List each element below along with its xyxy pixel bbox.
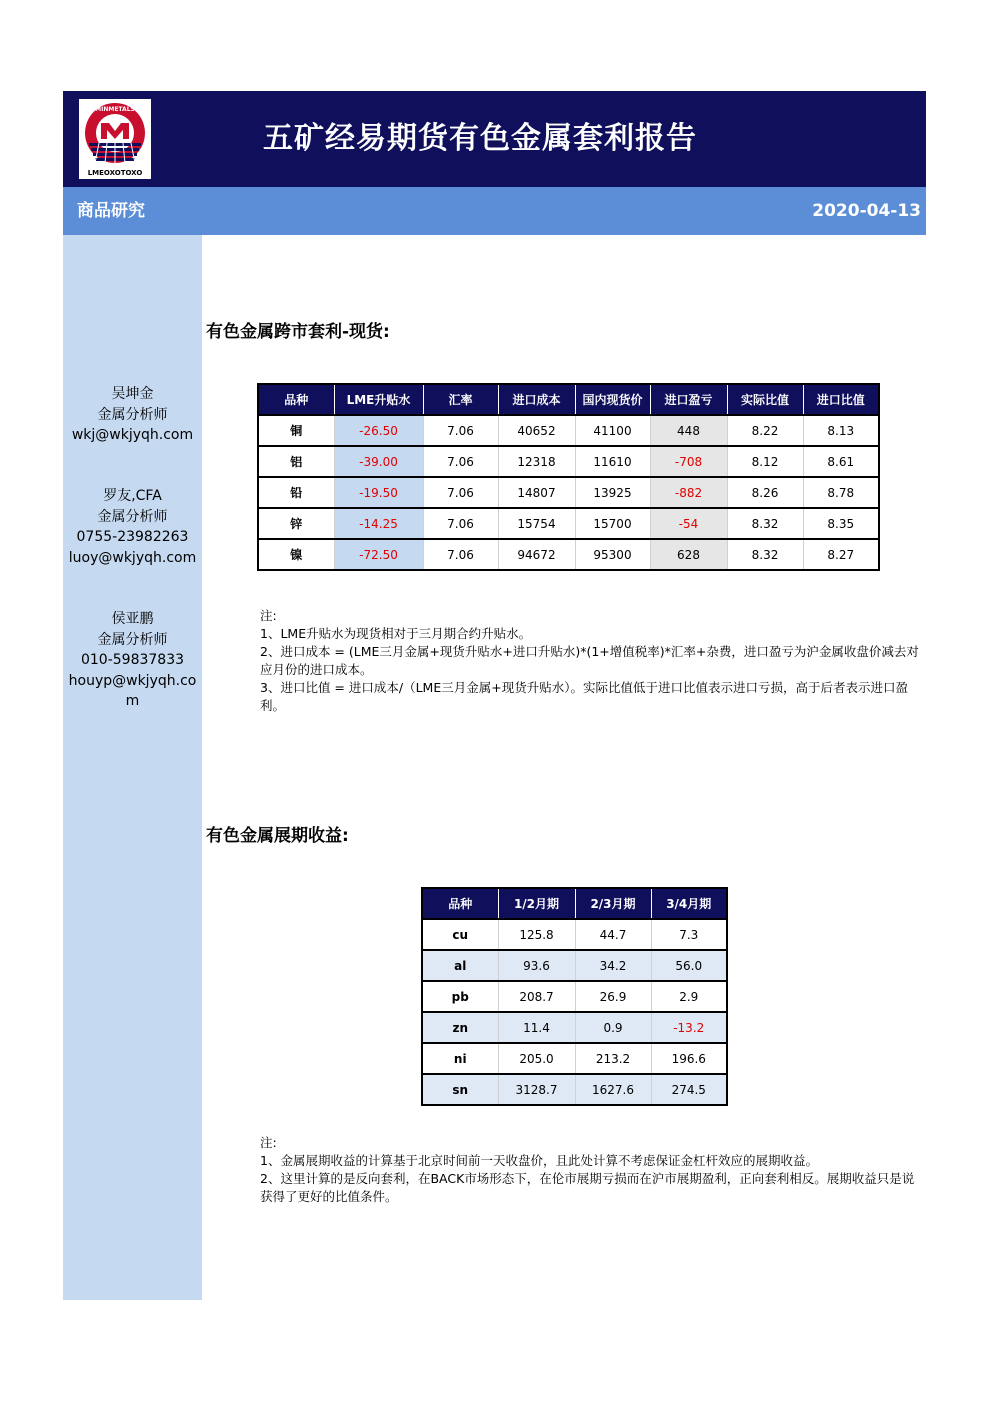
column-header: 进口盈亏 (650, 384, 727, 415)
analyst-phone: 0755-23982263 (76, 529, 189, 545)
table-header-row (422, 888, 727, 919)
column-header: 国内现货价 (575, 384, 650, 415)
rollover-table (421, 887, 728, 1106)
lme-spread: -26.50 (334, 415, 423, 446)
note-line: 3、进口比值 = 进口成本/（LME三月金属+现货升贴水）。实际比值低于进口比值表示进口亏损，高于后者表示进口盈利。 (260, 680, 908, 713)
import-cost: 14807 (498, 477, 575, 508)
rollover-section-title: 有色金属展期收益: (206, 826, 349, 846)
table-row (422, 1043, 727, 1074)
note-line: 2、这里计算的是反向套利，在BACK市场形态下，在伦市展期亏损而在沪市展期盈利，正向套利相反。展期收益只是说获得了更好的比值条件。 (260, 1171, 915, 1204)
report-header (63, 91, 926, 187)
import-cost: 40652 (498, 415, 575, 446)
import-pnl: -54 (650, 508, 727, 539)
minmetals-logo (79, 99, 151, 179)
rollover-value: 125.8 (498, 919, 575, 950)
import-cost: 15754 (498, 508, 575, 539)
import-pnl: 628 (650, 539, 727, 570)
logo-text-bottom: LMEOXOTOXO (87, 169, 143, 177)
import-cost: 12318 (498, 446, 575, 477)
analyst-email: houyp@wkjyqh.com (68, 672, 197, 709)
domestic-spot: 11610 (575, 446, 650, 477)
metal-code: al (422, 950, 498, 981)
import-ratio: 8.13 (803, 415, 879, 446)
report-title: 五矿经易期货有色金属套利报告 (263, 121, 697, 156)
import-ratio: 8.78 (803, 477, 879, 508)
note-line: 注: (260, 1135, 277, 1150)
import-ratio: 8.27 (803, 539, 879, 570)
column-header: 进口比值 (803, 384, 879, 415)
arbitrage-table (257, 383, 880, 571)
domestic-spot: 15700 (575, 508, 650, 539)
analyst-role: 金属分析师 (97, 631, 168, 648)
lme-spread: -39.00 (334, 446, 423, 477)
metal-name: 铜 (258, 415, 334, 446)
rollover-value: 44.7 (575, 919, 651, 950)
analyst-card (63, 384, 202, 446)
analyst-phone: 010-59837833 (80, 652, 185, 668)
rollover-value: 34.2 (575, 950, 651, 981)
lme-spread: -14.25 (334, 508, 423, 539)
table-header-row (258, 384, 879, 415)
rollover-value: 1627.6 (575, 1074, 651, 1105)
column-header: 品种 (258, 384, 334, 415)
domestic-spot: 41100 (575, 415, 650, 446)
rollover-value: 2.9 (651, 981, 727, 1012)
table-row (422, 1012, 727, 1043)
analyst-card (63, 486, 202, 568)
analyst-sidebar (63, 235, 202, 1300)
metal-code: sn (422, 1074, 498, 1105)
rollover-value: 56.0 (651, 950, 727, 981)
rollover-value: 196.6 (651, 1043, 727, 1074)
rollover-value: 0.9 (575, 1012, 651, 1043)
import-pnl: -882 (650, 477, 727, 508)
import-ratio: 8.35 (803, 508, 879, 539)
rollover-value: 274.5 (651, 1074, 727, 1105)
column-header: 实际比值 (727, 384, 803, 415)
analyst-name: 侯亚鹏 (111, 611, 154, 627)
analyst-name: 吴坤金 (111, 386, 154, 402)
rollover-value: 205.0 (498, 1043, 575, 1074)
lme-spread: -19.50 (334, 477, 423, 508)
metal-code: ni (422, 1043, 498, 1074)
rollover-value: 26.9 (575, 981, 651, 1012)
rollover-value: 11.4 (498, 1012, 575, 1043)
actual-ratio: 8.22 (727, 415, 803, 446)
column-header: 1/2月期 (498, 888, 575, 919)
metal-code: pb (422, 981, 498, 1012)
table-row (422, 1074, 727, 1105)
column-header: 汇率 (423, 384, 498, 415)
note-line: 注: (260, 608, 277, 623)
logo-text-top: MINMETALS (95, 106, 135, 113)
actual-ratio: 8.26 (727, 477, 803, 508)
metal-code: cu (422, 919, 498, 950)
column-header: 进口成本 (498, 384, 575, 415)
fx-rate: 7.06 (423, 508, 498, 539)
actual-ratio: 8.32 (727, 539, 803, 570)
metal-name: 铅 (258, 477, 334, 508)
table-row (422, 950, 727, 981)
analyst-email: wkj@wkjyqh.com (71, 427, 194, 443)
note-line: 1、金属展期收益的计算基于北京时间前一天收盘价，且此处计算不考虑保证金杠杆效应的展期收益。 (260, 1153, 818, 1168)
rollover-value: 93.6 (498, 950, 575, 981)
rollover-notes (260, 1134, 920, 1206)
import-ratio: 8.61 (803, 446, 879, 477)
analyst-email: luoy@wkjyqh.com (68, 549, 197, 566)
column-header: 2/3月期 (575, 888, 651, 919)
category-label: 商品研究 (77, 201, 145, 221)
note-line: 2、进口成本 = (LME三月金属+现货升贴水+进口升贴水)*(1+增值税率)*汇率+杂费，进口盈亏为沪金属收盘价减去对应月份的进口成本。 (260, 644, 919, 677)
table-row (258, 415, 879, 446)
rollover-value: 3128.7 (498, 1074, 575, 1105)
table-row (422, 981, 727, 1012)
actual-ratio: 8.32 (727, 508, 803, 539)
column-header: 品种 (422, 888, 498, 919)
table-row (422, 919, 727, 950)
report-date: 2020-04-13 (812, 201, 921, 221)
analyst-role: 金属分析师 (97, 406, 168, 423)
note-line: 1、LME升贴水为现货相对于三月期合约升贴水。 (260, 626, 532, 641)
import-cost: 94672 (498, 539, 575, 570)
table-row (258, 446, 879, 477)
lme-spread: -72.50 (334, 539, 423, 570)
arbitrage-section-title: 有色金属跨市套利-现货: (206, 322, 390, 342)
table-row (258, 477, 879, 508)
table-row (258, 539, 879, 570)
fx-rate: 7.06 (423, 446, 498, 477)
arbitrage-notes (260, 607, 920, 715)
fx-rate: 7.06 (423, 477, 498, 508)
analyst-name: 罗友,CFA (103, 488, 162, 504)
metal-code: zn (422, 1012, 498, 1043)
metal-name: 铝 (258, 446, 334, 477)
fx-rate: 7.06 (423, 539, 498, 570)
column-header: 3/4月期 (651, 888, 727, 919)
actual-ratio: 8.12 (727, 446, 803, 477)
analyst-card (63, 609, 202, 712)
metal-name: 锌 (258, 508, 334, 539)
rollover-value: -13.2 (651, 1012, 727, 1043)
rollover-value: 7.3 (651, 919, 727, 950)
domestic-spot: 95300 (575, 539, 650, 570)
table-row (258, 508, 879, 539)
column-header: LME升贴水 (334, 384, 423, 415)
metal-name: 镍 (258, 539, 334, 570)
fx-rate: 7.06 (423, 415, 498, 446)
domestic-spot: 13925 (575, 477, 650, 508)
rollover-value: 213.2 (575, 1043, 651, 1074)
analyst-role: 金属分析师 (97, 508, 168, 525)
rollover-value: 208.7 (498, 981, 575, 1012)
import-pnl: -708 (650, 446, 727, 477)
category-bar (63, 187, 926, 235)
import-pnl: 448 (650, 415, 727, 446)
